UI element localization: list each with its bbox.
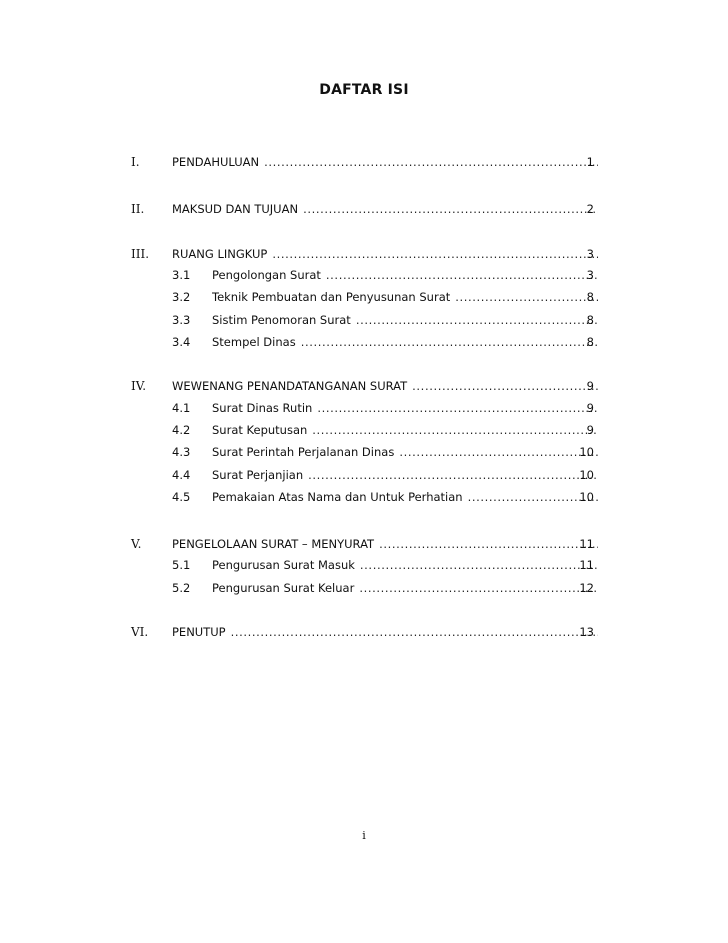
subsection-label: Sistim Penomoran Surat .....: [212, 311, 598, 329]
dot-leader: [231, 623, 598, 641]
subsection-number: 5.2: [172, 581, 191, 595]
dot-leader: [326, 266, 598, 284]
page-number: 10: [579, 468, 594, 482]
page-number: 2: [586, 202, 594, 216]
subsection-number: 3.1: [172, 268, 191, 282]
toc-entry-1[interactable]: [0, 153, 728, 171]
subsection-number: 4.2: [172, 423, 191, 437]
page-title: DAFTAR ISI: [319, 82, 409, 98]
section-label: PENDAHULUAN .....: [172, 153, 598, 171]
subsection-label: Surat Keputusan .....: [212, 421, 598, 439]
dot-leader: [264, 153, 598, 171]
page-number: 8: [586, 335, 594, 349]
toc-subentry-4-3[interactable]: [0, 443, 728, 461]
dot-leader: [308, 466, 598, 484]
page-number: 13: [579, 625, 594, 639]
dot-leader: [356, 311, 598, 329]
toc-subentry-4-2[interactable]: [0, 421, 728, 439]
page-number: 3: [586, 268, 594, 282]
subsection-number: 3.4: [172, 335, 191, 349]
page-number: 8: [586, 290, 594, 304]
toc-subentry-3-2[interactable]: [0, 288, 728, 306]
dot-leader: [301, 333, 598, 351]
section-numeral: V.: [131, 537, 142, 551]
toc-subentry-3-4[interactable]: [0, 333, 728, 351]
section-numeral: I.: [131, 155, 140, 169]
page-number: 1: [586, 155, 594, 169]
subsection-number: 3.2: [172, 290, 191, 304]
toc-entry-6[interactable]: [0, 623, 728, 641]
toc-entry-3[interactable]: [0, 245, 728, 263]
toc-subentry-4-5[interactable]: [0, 488, 728, 506]
section-label: WEWENANG PENANDATANGANAN SURAT .....: [172, 377, 598, 395]
toc-subentry-3-3[interactable]: [0, 311, 728, 329]
subsection-number: 4.5: [172, 490, 191, 504]
dot-leader: [399, 443, 598, 461]
subsection-label: Pemakaian Atas Nama dan Untuk Perhatian .....: [212, 488, 598, 506]
page-number: 9: [586, 423, 594, 437]
section-numeral: III.: [131, 247, 150, 261]
toc-entry-4[interactable]: [0, 377, 728, 395]
subsection-label: Surat Dinas Rutin .....: [212, 399, 598, 417]
subsection-label: Pengolongan Surat .....: [212, 266, 598, 284]
subsection-label: Stempel Dinas .....: [212, 333, 598, 351]
subsection-label: Teknik Pembuatan dan Penyusunan Surat .....: [212, 288, 598, 306]
page-number: 11: [579, 558, 594, 572]
page-number: 10: [579, 490, 594, 504]
section-label: MAKSUD DAN TUJUAN .....: [172, 200, 598, 218]
toc-entry-5[interactable]: [0, 535, 728, 553]
page-number: 3: [586, 247, 594, 261]
toc-entry-2[interactable]: [0, 200, 728, 218]
page-number: 10: [579, 445, 594, 459]
subsection-number: 4.3: [172, 445, 191, 459]
subsection-label: Surat Perjanjian .....: [212, 466, 598, 484]
dot-leader: [317, 399, 598, 417]
subsection-label: Pengurusan Surat Keluar .....: [212, 579, 598, 597]
page-folio: i: [362, 829, 366, 842]
dot-leader: [359, 579, 598, 597]
subsection-number: 3.3: [172, 313, 191, 327]
dot-leader: [312, 421, 598, 439]
dot-leader: [360, 556, 598, 574]
section-label: PENGELOLAAN SURAT – MENYURAT .....: [172, 535, 598, 553]
toc-subentry-4-1[interactable]: [0, 399, 728, 417]
toc-subentry-5-2[interactable]: [0, 579, 728, 597]
subsection-number: 5.1: [172, 558, 191, 572]
subsection-number: 4.1: [172, 401, 191, 415]
subsection-label: Surat Perintah Perjalanan Dinas .....: [212, 443, 598, 461]
toc-subentry-4-4[interactable]: [0, 466, 728, 484]
toc-subentry-3-1[interactable]: [0, 266, 728, 284]
page-number: 9: [586, 401, 594, 415]
dot-leader: [272, 245, 598, 263]
page-number: 12: [579, 581, 594, 595]
dot-leader: [303, 200, 598, 218]
section-numeral: VI.: [131, 625, 149, 639]
subsection-label: Pengurusan Surat Masuk .....: [212, 556, 598, 574]
page-number: 9: [586, 379, 594, 393]
page-number: 8: [586, 313, 594, 327]
section-label: PENUTUP .....: [172, 623, 598, 641]
toc-subentry-5-1[interactable]: [0, 556, 728, 574]
section-numeral: II.: [131, 202, 145, 216]
subsection-number: 4.4: [172, 468, 191, 482]
dot-leader: [379, 535, 598, 553]
section-label: RUANG LINGKUP .....: [172, 245, 598, 263]
page-number: 11: [579, 537, 594, 551]
section-numeral: IV.: [131, 379, 147, 393]
